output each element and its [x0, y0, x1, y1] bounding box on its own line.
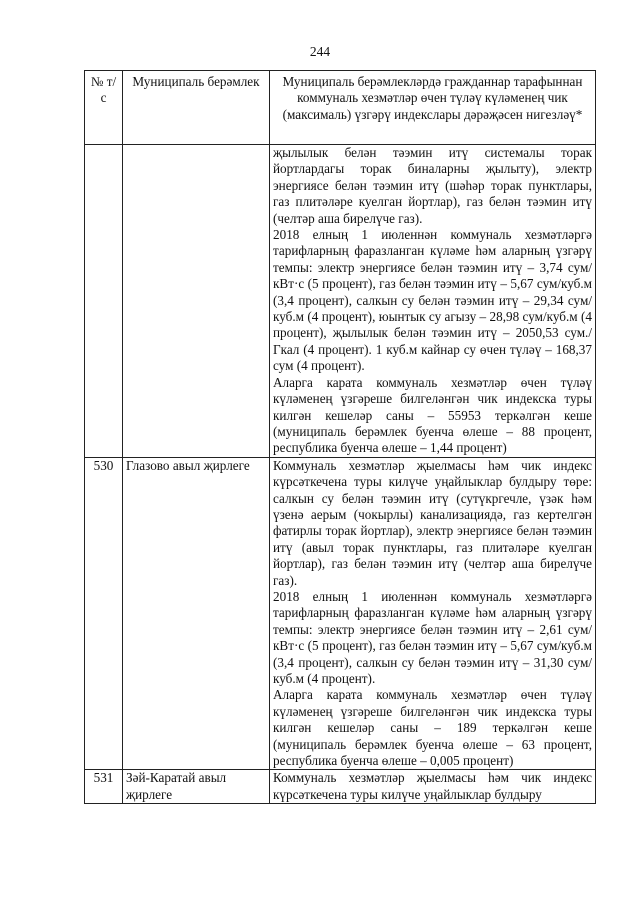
description-paragraph: Коммуналь хезмәтләр җыелмасы һәм чик индекс күрсәткечена туры килүче уңайлыклар булдыру [273, 770, 592, 802]
description-paragraph: Коммуналь хезмәтләр җыелмасы һәм чик индекс күрсәткечена туры килүче уңайлыклар булдыру төре: салкын су белән тәэмин итү (сутүкргечле, үзәк һәм үзенә аерым (чокырлы) канализациядә, газ кертелгән фатирлы торак йортлар), электр энергиясе белән тәэмин итү (авыл торак пунктлары, газ плитәләре куелган йортлар), газ белән тәэмин итү (челтәр аша бирелүче газ). [273, 457, 592, 588]
table-row [85, 457, 596, 770]
row-number: 531 [85, 770, 123, 804]
row-municipality: Зәй-Каратай авыл җирлеге [123, 770, 270, 804]
table-row [85, 145, 596, 458]
header-description: Муниципаль берәмлекләрдә гражданнар тарафыннан коммуналь хезмәтләр өчен түләү күләменең чик (максималь) үзгәрү индекслары дәрәҗәсен нигезләү* [270, 71, 596, 145]
row-municipality: Глазово авыл җирлеге [123, 457, 270, 770]
header-number: № т/с [85, 71, 123, 145]
row-number: 530 [85, 457, 123, 770]
header-municipality: Муниципаль берәмлек [123, 71, 270, 145]
row-number [85, 145, 123, 458]
description-paragraph: 2018 елның 1 июленнән коммуналь хезмәтләргә тарифларның фаразланган күләме һәм аларның үзгәрү темпы: электр энергиясе белән тәэмин итү – 2,61 сум/кВт·с (5 процент), газ белән тәэмин итү – 5,67 сум/куб.м (3,4 процент), салкын су белән тәэмин итү – 31,30 сум/куб.м (4 процент). [273, 588, 592, 686]
row-description [270, 145, 596, 458]
row-description [270, 770, 596, 804]
table-row [85, 770, 596, 804]
tariff-index-table [84, 70, 596, 804]
row-description [270, 457, 596, 770]
description-paragraph: җылылык белән тәэмин итү системалы торак йортлардагы торак биналарны җылыту), электр энергиясе белән тәэмин итү (шәһәр торак пунктлары, газ плитәләре куелган йортлар), газ белән тәэмин итү (челтәр аша бирелүче газ). [273, 145, 592, 226]
description-paragraph: 2018 елның 1 июленнән коммуналь хезмәтләргә тарифларның фаразланган күләме һәм аларның үзгәрү темпы: электр энергиясе белән тәэмин итү – 3,74 сум/кВт·с (5 процент), газ белән тәэмин итү – 5,67 сум/куб.м (3,4 процент), салкын су белән тәэмин итү – 29,34 сум/куб.м (4 процент), юынтык су агызу – 28,98 сум/куб.м (4 процент), җылылык белән тәэмин итү – 2050,53 сум./Гкал (4 процент). 1 куб.м кайнар су өчен түләү – 168,37 сум (4 процент). [273, 227, 592, 374]
description-paragraph: Аларга карата коммуналь хезмәтләр өчен түләү күләменең үзгәреше билгеләнгән чик индекска туры килгән кешеләр саны – 55953 теркәлгән кеше (муниципаль берәмлек буенча өлеше – 88 процент, республика буенча өлеше – 1,44 процент) [273, 374, 592, 456]
page-number: 244 [309, 44, 331, 59]
table-header-row [85, 71, 596, 145]
row-municipality [123, 145, 270, 458]
description-paragraph: Аларга карата коммуналь хезмәтләр өчен түләү күләменең үзгәреше билгеләнгән чик индекска туры килгән кешеләр саны – 189 теркәлгән кеше (муниципаль берәмлек буенча өлеше – 63 процент, республика буенча өлеше – 0,005 процент) [273, 687, 592, 769]
